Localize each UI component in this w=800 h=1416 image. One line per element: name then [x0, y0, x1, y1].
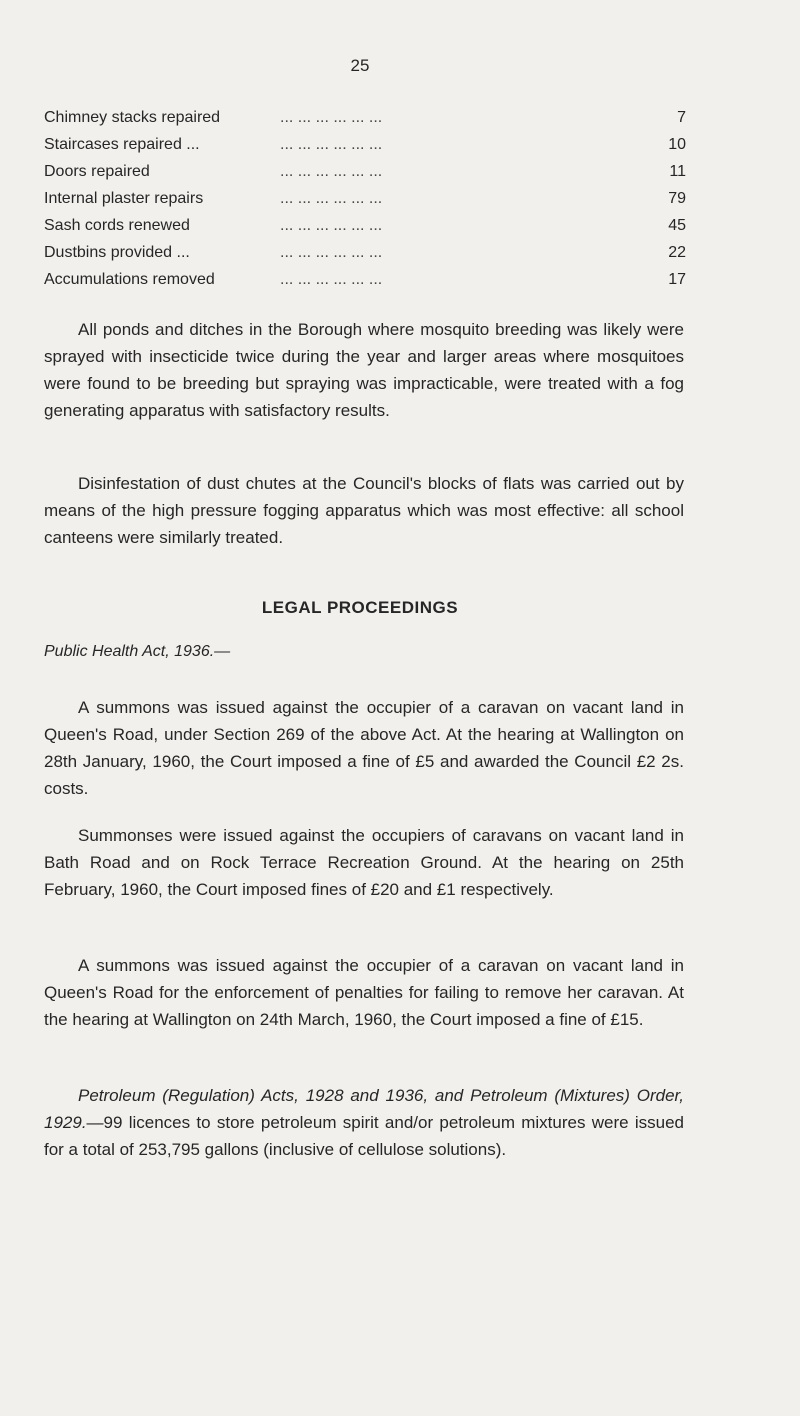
leader-dots: ... ... ... ... ... ...	[280, 109, 383, 126]
petroleum-paragraph	[44, 1082, 684, 1163]
leader-dots: ... ... ... ... ... ...	[280, 190, 383, 207]
case-paragraph-2: Summonses were issued against the occupiers of caravans on vacant land in Bath Road and on Rock Terrace Recreation Ground. At the hearing on 25th February, 1960, the Court imposed fines of £20 and £1 respectively.	[44, 826, 684, 899]
leader-dots: ... ... ... ... ... ...	[280, 136, 383, 153]
row-value: 7	[677, 109, 686, 126]
leader-dots: ... ... ... ... ... ...	[280, 244, 383, 261]
row-value: 45	[668, 217, 686, 234]
row-label: Dustbins provided ...	[44, 239, 196, 266]
row-value: 79	[668, 190, 686, 207]
leader-dots: ... ... ... ... ... ...	[280, 163, 383, 180]
repairs-table	[44, 104, 690, 293]
table-row	[44, 266, 690, 293]
row-value: 22	[668, 244, 686, 261]
page-number: 25	[350, 56, 370, 75]
table-row	[44, 158, 690, 185]
row-label: Doors repaired	[44, 158, 156, 185]
row-value: 10	[668, 136, 686, 153]
row-value: 17	[668, 271, 686, 288]
public-health-act-title: Public Health Act, 1936.—	[44, 643, 231, 660]
leader-dots: ... ... ... ... ... ...	[280, 217, 383, 234]
row-label: Staircases repaired ...	[44, 131, 206, 158]
table-row	[44, 212, 690, 239]
row-value: 11	[669, 163, 686, 180]
petroleum-text: —99 licences to store petroleum spirit and/or petroleum mixtures were issued for a total of 253,795 gallons (inclusive of cellulose solutions).	[44, 1113, 684, 1159]
table-row	[44, 239, 690, 266]
table-row	[44, 104, 690, 131]
row-label: Chimney stacks repaired	[44, 104, 226, 131]
table-row	[44, 185, 690, 212]
leader-dots: ... ... ... ... ... ...	[280, 271, 383, 288]
petroleum-act-title: Petroleum (Regulation) Acts, 1928 and 1936, and Petroleum (Mixtures) Order, 1929.	[44, 1086, 684, 1132]
case-paragraph-1: A summons was issued against the occupier of a caravan on vacant land in Queen's Road, under Section 269 of the above Act. At the hearing at Wallington on 28th January, 1960, the Court imposed a fine of £5 and awarded the Council £2 2s. costs.	[44, 698, 684, 798]
row-label: Internal plaster repairs	[44, 185, 209, 212]
section-heading: LEGAL PROCEEDINGS	[261, 598, 459, 617]
row-label: Sash cords renewed	[44, 212, 196, 239]
case-paragraph-3: A summons was issued against the occupier of a caravan on vacant land in Queen's Road for the enforcement of penalties for failing to remove her caravan. At the hearing at Wallington on 24th March, 1960, the Court imposed a fine of £15.	[44, 956, 684, 1029]
mosquito-paragraph: All ponds and ditches in the Borough where mosquito breeding was likely were sprayed with insecticide twice during the year and larger areas where mosquitoes were found to be breeding but spraying was impracticable, were treated with a fog generating apparatus with satisfactory results.	[44, 320, 684, 420]
table-row	[44, 131, 690, 158]
row-label: Accumulations removed	[44, 266, 221, 293]
disinfestation-paragraph: Disinfestation of dust chutes at the Council's blocks of flats was carried out by means of the high pressure fogging apparatus which was most effective: all school canteens were similarly treated.	[44, 474, 684, 547]
